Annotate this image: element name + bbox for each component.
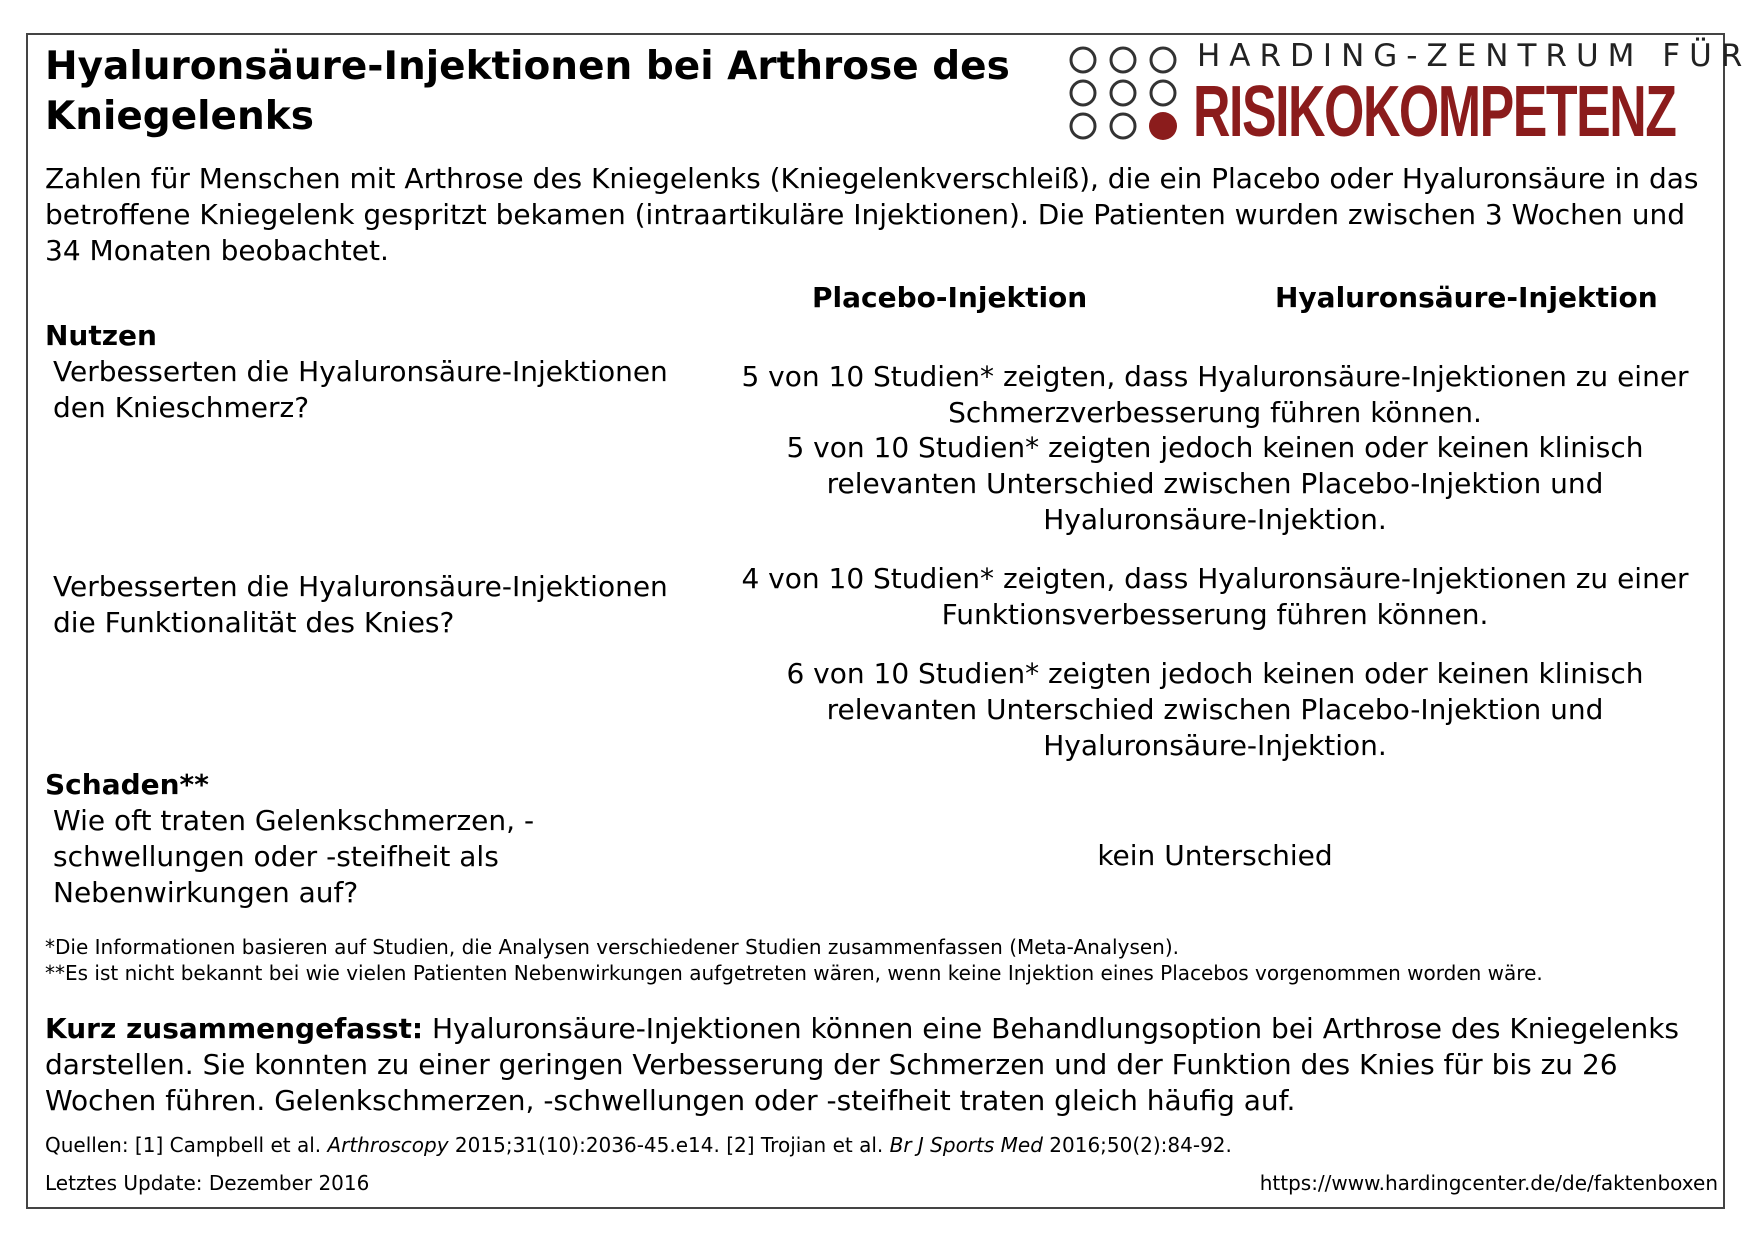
logo-ring: [1111, 81, 1135, 105]
logo-ring: [1111, 114, 1135, 138]
logo-filled-dot: [1149, 112, 1177, 140]
section-heading-benefit: Nutzen: [45, 319, 157, 352]
logo-line-2: RISIKOKOMPETENZ: [1193, 72, 1676, 152]
section-heading-harm: Schaden**: [45, 768, 209, 801]
answer-side-effects: kein Unterschied: [1097, 839, 1333, 872]
logo-ring: [1111, 48, 1135, 72]
sources-prefix: Quellen: [1] Campbell et al.: [45, 1133, 328, 1157]
answer-pain-improved: 5 von 10 Studien* zeigten, dass Hyaluronsäure-Injektionen zu einer Schmerzverbesserung führen können.: [741, 360, 1689, 429]
sources-ref-2: 2016;50(2):84-92.: [1042, 1133, 1232, 1157]
logo-ring: [1071, 114, 1095, 138]
logo-dots-icon: [1067, 45, 1187, 141]
summary-paragraph: [45, 1011, 1715, 1119]
question-pain: Verbesserten die Hyaluronsäure-Injektionen den Knieschmerz?: [53, 355, 668, 424]
logo-ring: [1151, 81, 1175, 105]
page-title: Hyaluronsäure-Injektionen bei Arthrose des Kniegelenks: [45, 44, 1010, 139]
summary-text: Hyaluronsäure-Injektionen können eine Behandlungsoption bei Arthrose des Kniegelenks darstellen. Sie konnten zu einer geringen Verbesserung der Schmerzen und der Funktion des Knies für bis zu 26 Wochen führen. Gelenkschmerzen, -schwellungen oder -steifheit traten gleich häufig auf.: [45, 1012, 1680, 1117]
answer-function-no-difference: 6 von 10 Studien* zeigten jedoch keinen oder keinen klinisch relevanten Unterschied zwischen Placebo-Injektion und Hyaluronsäure-Injektion.: [786, 657, 1644, 762]
footnote-1: *Die Informationen basieren auf Studien, die Analysen verschiedener Studien zusammenfassen (Meta-Analysen).: [45, 935, 1180, 959]
summary-label: Kurz zusammengefasst:: [45, 1012, 424, 1045]
answer-pain-no-difference: 5 von 10 Studien* zeigten jedoch keinen oder keinen klinisch relevanten Unterschied zwischen Placebo-Injektion und Hyaluronsäure-Injektion.: [786, 431, 1644, 536]
logo-ring: [1071, 81, 1095, 105]
sources: [45, 1131, 1232, 1159]
intro-text: Zahlen für Menschen mit Arthrose des Kniegelenks (Kniegelenkverschleiß), die ein Placebo oder Hyaluronsäure in das betroffene Kniegelenk gespritzt bekamen (intraartikuläre Injektionen). Die Patienten wurden zwischen 3 Wochen und 34 Monaten beobachtet.: [45, 162, 1699, 267]
question-side-effects: Wie oft traten Gelenkschmerzen, -schwellungen oder -steifheit als Nebenwirkungen auf?: [53, 804, 535, 909]
answer-function-improved: 4 von 10 Studien* zeigten, dass Hyaluronsäure-Injektionen zu einer Funktionsverbesserung führen können.: [741, 562, 1689, 631]
sources-ref-1: 2015;31(10):2036-45.e14. [2] Trojian et al.: [448, 1133, 890, 1157]
logo-ring: [1071, 48, 1095, 72]
footnote-2: **Es ist nicht bekannt bei wie vielen Patienten Nebenwirkungen aufgetreten wären, wenn keine Injektion eines Placebos vorgenommen worden wäre.: [45, 961, 1543, 985]
question-function: Verbesserten die Hyaluronsäure-Injektionen die Funktionalität des Knies?: [53, 570, 668, 639]
sources-journal-1: Arthroscopy: [327, 1133, 449, 1157]
logo-line-1: HARDING-ZENTRUM FÜR: [1197, 38, 1752, 74]
column-header-hyaluron: Hyaluronsäure-Injektion: [1275, 281, 1658, 314]
last-update: Letztes Update: Dezember 2016: [45, 1171, 370, 1195]
logo-ring: [1151, 48, 1175, 72]
sources-journal-2: Br J Sports Med: [889, 1133, 1043, 1157]
source-url-link[interactable]: https://www.hardingcenter.de/de/faktenboxen: [1259, 1171, 1718, 1195]
column-header-placebo: Placebo-Injektion: [812, 281, 1088, 314]
